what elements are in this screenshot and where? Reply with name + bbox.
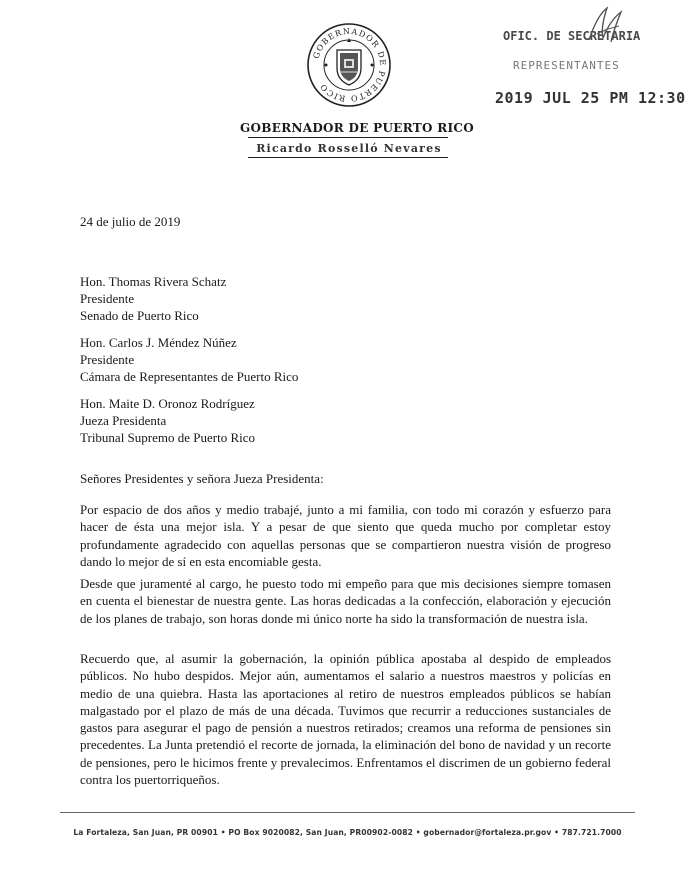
recipient-name: Hon. Maite D. Oronoz Rodríguez [80, 396, 255, 411]
recipient-office: Cámara de Representantes de Puerto Rico [80, 368, 299, 384]
salutation: Señores Presidentes y señora Jueza Presidenta: [80, 471, 324, 486]
recipient-name: Hon. Thomas Rivera Schatz [80, 274, 227, 289]
handwritten-initials-icon [583, 4, 627, 48]
stamp-line-1: OFIC. DE SECRETARIA [503, 29, 641, 43]
letterhead-rule-bottom [248, 157, 448, 158]
recipient-name: Hon. Carlos J. Méndez Núñez [80, 335, 237, 350]
recipient-title: Presidente [80, 290, 135, 306]
recipient-block [80, 274, 226, 324]
body-paragraph: Desde que juramenté al cargo, he puesto todo mi empeño para que mis decisiones siempre tomasen en cuenta el bienestar de nuestra gente. Las horas dedicadas a la confección, elaboración y ejecución de los planes de trabajo, son horas donde mi único norte ha sido la transformación de nuestra isla. [80, 576, 611, 626]
governor-seal-icon [306, 22, 392, 108]
recipient-office: Tribunal Supremo de Puerto Rico [80, 429, 256, 445]
recipient-office: Senado de Puerto Rico [80, 307, 199, 323]
received-stamp [495, 24, 686, 114]
body-paragraph: Recuerdo que, al asumir la gobernación, la opinión pública apostaba al despido de empleados públicos. No hubo despidos. Mejor aún, aumentamos el salario a nuestros maestros y policías en medio de una quiebra. Hasta las aportaciones al retiro de nuestros empleados públicos se habían malgastado por el plazo de más de una década. Tuvimos que recurrir a reducciones sustanciales de gastos para asegurar el pago de pensión a nuestros retirados; creamos una reforma de pensiones sin precedentes. La Junta pretendió el recorte de jornada, la eliminación del bono de navidad y un recorte de pensiones, pero le hicimos frente y prevalecimos. Enfrentamos el discrimen de un gobierno federal contra los puertorriqueños. [80, 651, 611, 788]
letterhead-title: GOBERNADOR DE PUERTO RICO [240, 121, 475, 135]
letter-date: 24 de julio de 2019 [80, 214, 181, 229]
seal-lettering: GOBERNADOR DE PUERTO RICO [311, 26, 388, 104]
letterhead-name: Ricardo Rosselló Nevares [256, 142, 442, 155]
recipient-title: Jueza Presidenta [80, 412, 167, 428]
recipient-block [80, 396, 255, 446]
stamp-datetime: 2019 JUL 25 PM 12:30 [495, 89, 686, 107]
footer-rule [60, 812, 635, 813]
recipient-block [80, 335, 298, 385]
recipient-title: Presidente [80, 351, 135, 367]
letterhead-rule-top [248, 137, 448, 138]
footer-contact: La Fortaleza, San Juan, PR 00901 • PO Box 9020082, San Juan, PR00902-0082 • gobernador@fortaleza.pr.gov • 787.721.7000 [73, 828, 622, 837]
stamp-line-2: REPRESENTANTES [513, 59, 620, 72]
body-paragraph: Por espacio de dos años y medio trabajé, junto a mi familia, con todo mi corazón y esfuerzo para hacer de ésta una mejor isla. Y a pesar de que siento que queda mucho por completar estoy profundamente agradecido con aquellas personas que se compartieron nuestra visión de progreso dando lo mejor de sí en esta encomiable gesta. [80, 502, 611, 569]
